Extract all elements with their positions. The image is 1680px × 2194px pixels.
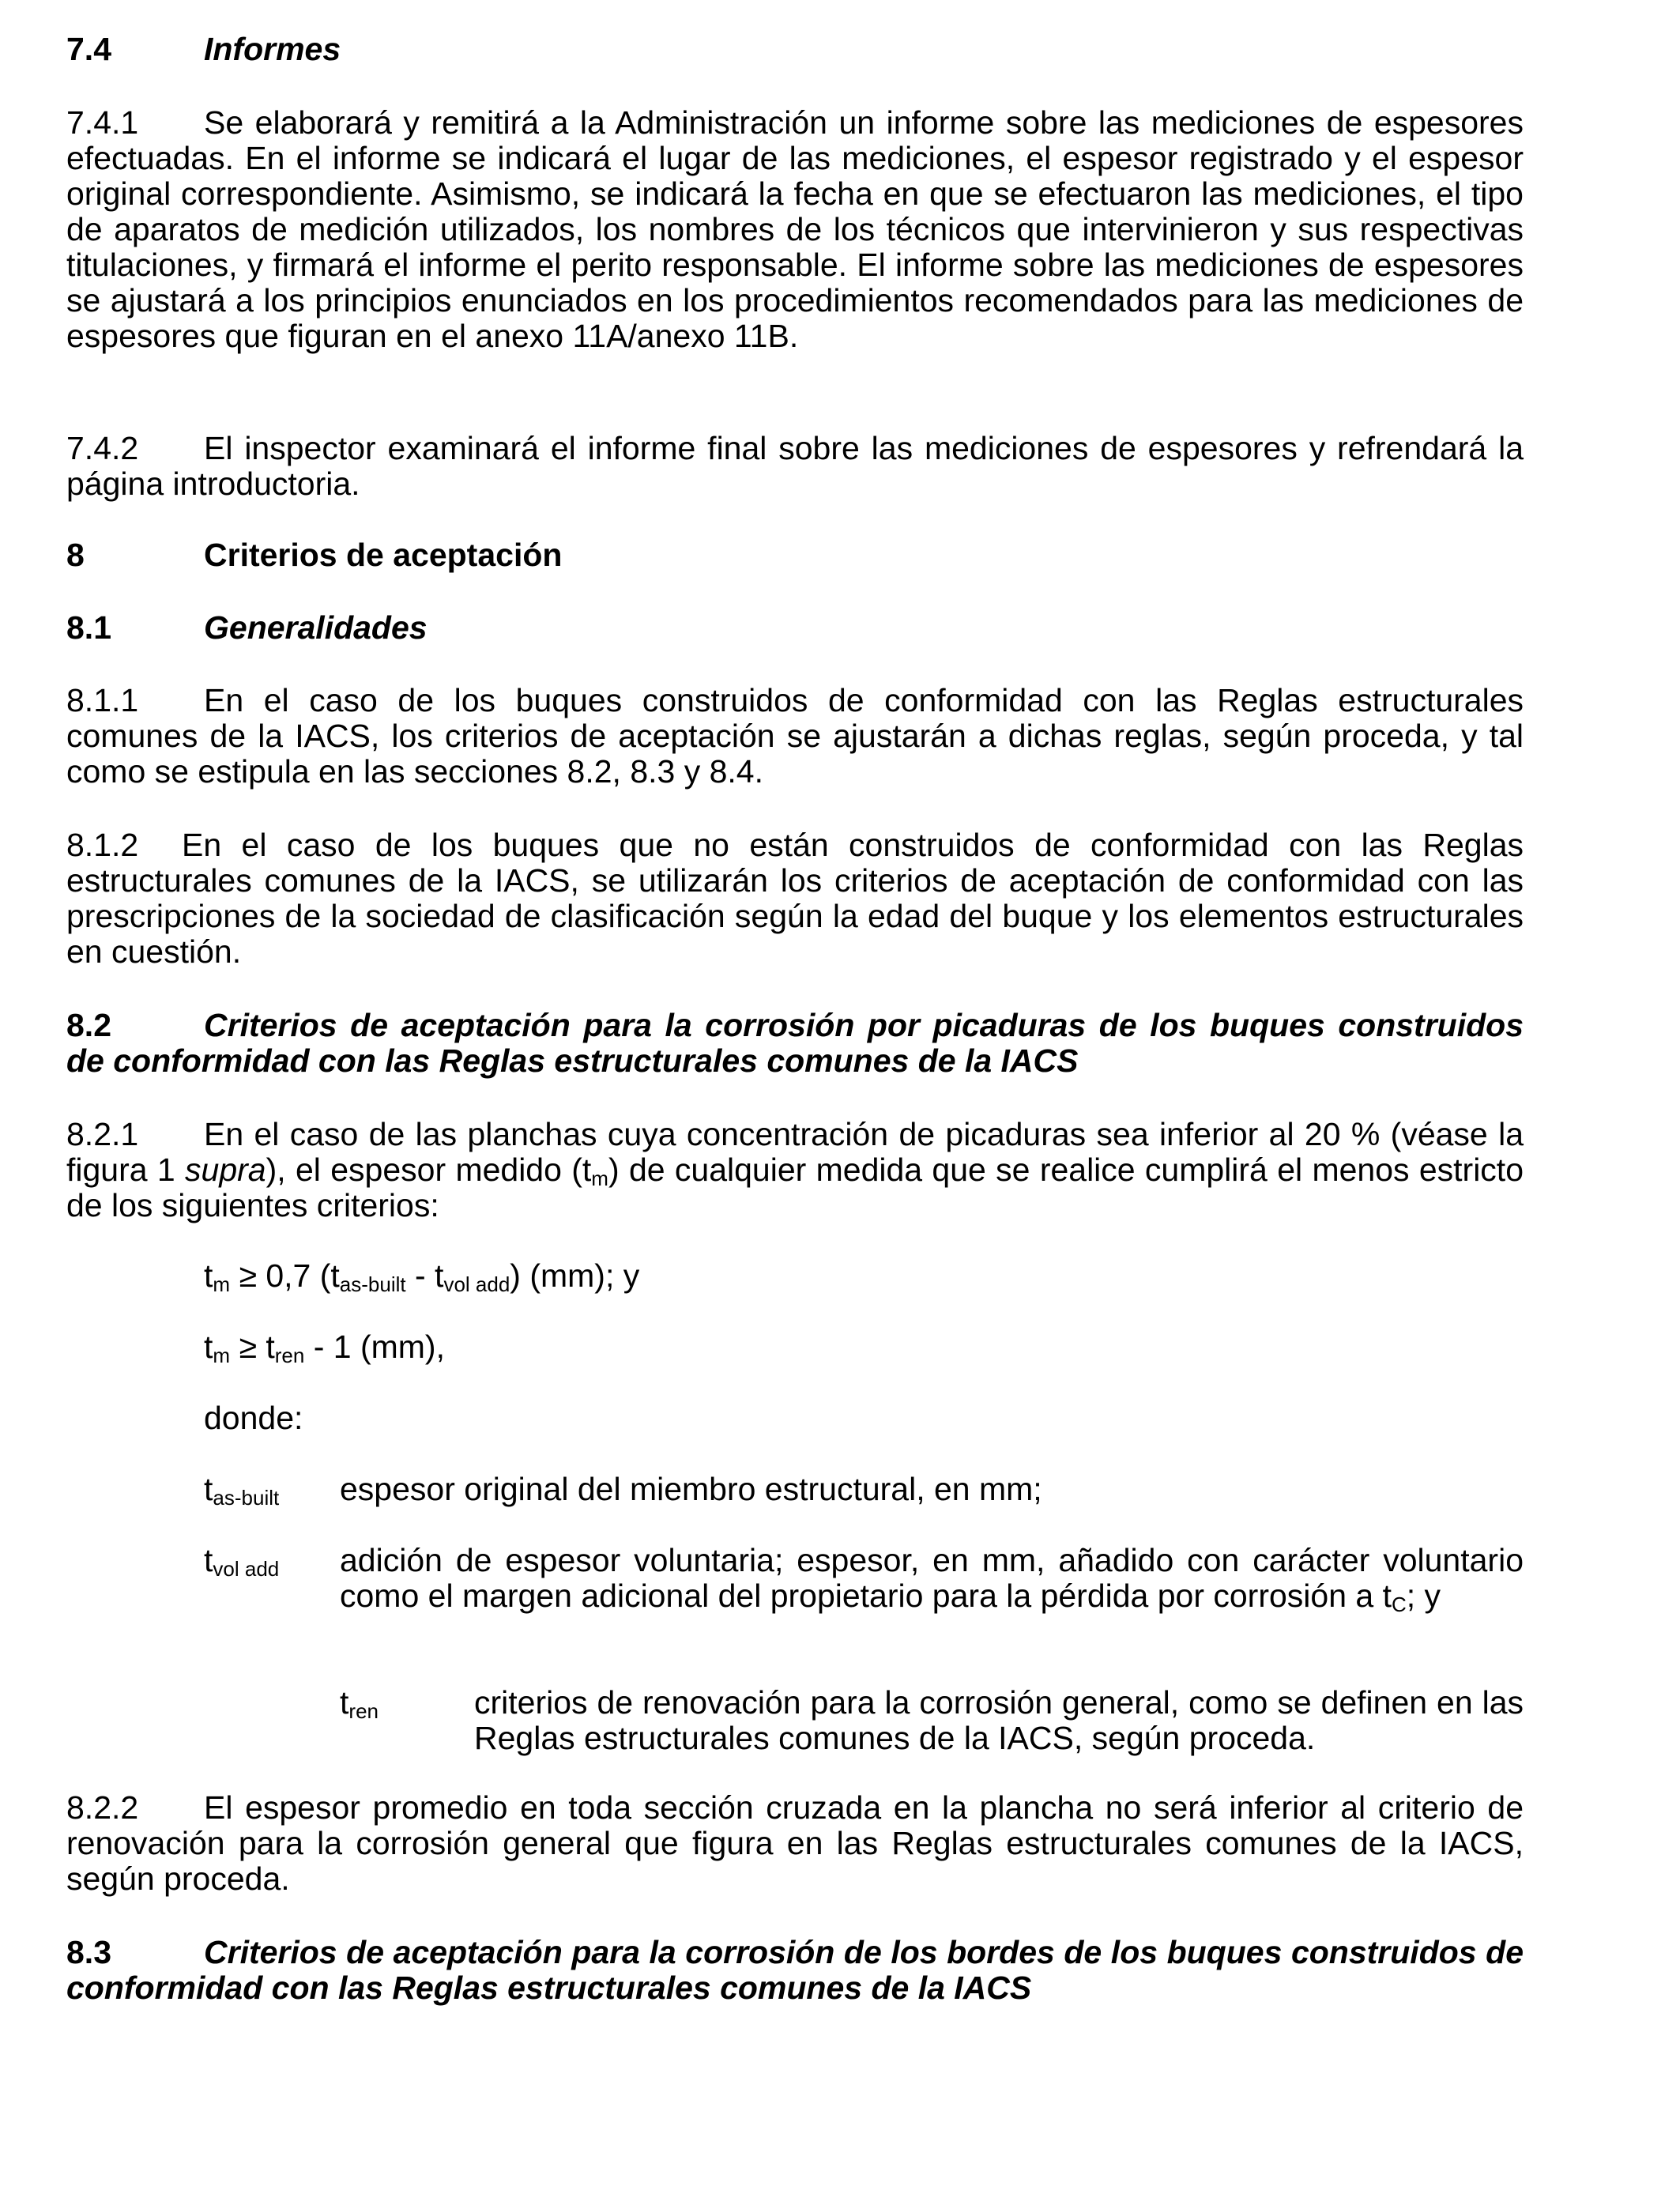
definition-text: adición de espesor voluntaria; espesor, en mm, añadido con carácter voluntario como el margen adicional del propietario para la pérdida por corrosión a t [340,1542,1524,1614]
paragraph-number: 8.2.1 [66,1116,139,1152]
section-title: Criterios de aceptación para la corrosión por picaduras de los buques construidos de conformidad con las Reglas estructurales comunes de la IACS [66,1007,1524,1079]
section-title: Informes [204,31,341,67]
where-label: donde: [204,1400,303,1436]
paragraph-8-2-2 [66,1790,1524,1897]
formula-symbol: t [204,1257,213,1294]
definition-symbol-vol-add [204,1542,280,1581]
definition-text: ; y [1406,1578,1441,1614]
section-number: 8.2 [66,1007,111,1043]
formula-symbol: t [204,1329,213,1365]
heading-7-4 [66,32,1524,67]
definition-text-as-built: espesor original del miembro estructural, en mm; [340,1471,1042,1507]
paragraph-8-2-1 [66,1117,1524,1223]
paragraph-text: El inspector examinará el informe final sobre las mediciones de espesores y refrendará la página introductoria. [66,430,1524,502]
subscript: ren [274,1344,305,1367]
paragraph-text: Se elaborará y remitirá a la Administración un informe sobre las mediciones de espesores efectuadas. En el informe se indicará el lugar de las mediciones, el espesor registrado y el espesor original correspondiente. Asimismo, se indicará la fecha en que se efectuaron las mediciones, el tipo de aparatos de medición utilizados, los nombres de los técnicos que intervinieron y sus respectivas titulaciones, y firmará el informe el perito responsable. El informe sobre las mediciones de espesores se ajustará a los principios enunciados en los procedimientos recomendados para las mediciones de espesores que figuran en el anexo 11A/anexo 11B. [66,104,1524,354]
formula-text: - 1 (mm), [304,1329,445,1365]
paragraph-number: 7.4.2 [66,430,139,466]
heading-8 [66,537,1524,573]
formula-2 [204,1329,445,1365]
subscript: m [591,1167,608,1190]
subscript: as-built [213,1486,280,1510]
paragraph-number: 7.4.1 [66,104,139,141]
heading-8-2 [66,1008,1524,1079]
section-title: Criterios de aceptación [204,537,563,573]
italic-text: supra [185,1152,266,1188]
paragraph-text: El espesor promedio en toda sección cruzada en la plancha no será inferior al criterio de renovación para la corrosión general que figura en las Reglas estructurales comunes de la IACS, según proceda. [66,1789,1524,1897]
section-number: 8.1 [66,609,111,646]
definition-text-vol-add [340,1543,1524,1614]
section-title: Criterios de aceptación para la corrosión de los bordes de los buques construidos de conformidad con las Reglas estructurales comunes de la IACS [66,1934,1524,2006]
paragraph-text: En el caso de las planchas cuya concentración de picaduras sea inferior al 20 % (véase la figura 1 [66,1116,1524,1188]
paragraph-text: ) de cualquier medida que se realice cumplirá el menos estricto de los siguientes criterios: [66,1152,1524,1223]
formula-text: ≥ 0,7 (t [230,1257,340,1294]
definition-symbol-ren [340,1685,379,1721]
formula-text: ≥ t [230,1329,275,1365]
subscript: vol add [213,1557,280,1581]
paragraph-8-1-1 [66,683,1524,790]
paragraph-7-4-1 [66,105,1524,354]
subscript: m [213,1272,231,1296]
paragraph-text: En el caso de los buques construidos de conformidad con las Reglas estructurales comunes de la IACS, los criterios de aceptación se ajustarán a dichas reglas, según proceda, y tal como se estipula en las secciones 8.2, 8.3 y 8.4. [66,682,1524,790]
subscript: ren [348,1699,379,1723]
paragraph-7-4-2 [66,431,1524,502]
paragraph-8-1-2 [66,827,1524,970]
symbol-letter: t [340,1684,349,1721]
paragraph-number: 8.2.2 [66,1789,139,1826]
paragraph-number: 8.1.1 [66,682,139,718]
section-number: 7.4 [66,31,111,67]
subscript: vol add [443,1272,510,1296]
paragraph-text: En el caso de los buques que no están construidos de conformidad con las Reglas estructurales comunes de la IACS, se utilizarán los criterios de aceptación de conformidad con las prescripciones de la sociedad de clasificación según la edad del buque y los elementos estructurales en cuestión. [66,827,1524,970]
symbol-letter: t [204,1542,213,1578]
subscript: m [213,1344,231,1367]
formula-text: ) (mm); y [510,1257,640,1294]
subscript: as-built [339,1272,406,1296]
paragraph-number: 8.1.2 [66,827,139,863]
symbol-letter: t [204,1471,213,1507]
section-number: 8.3 [66,1934,111,1970]
section-title: Generalidades [204,609,428,646]
definition-text-ren: criterios de renovación para la corrosión general, como se definen en las Reglas estructurales comunes de la IACS, según proceda. [474,1684,1524,1756]
formula-text: - t [405,1257,444,1294]
paragraph-text: ), el espesor medido (t [266,1152,592,1188]
subscript: C [1391,1593,1407,1616]
definition-symbol-as-built [204,1471,280,1510]
heading-8-1 [66,610,1524,646]
section-number: 8 [66,537,85,573]
heading-8-3 [66,1935,1524,2006]
formula-1 [204,1258,639,1294]
